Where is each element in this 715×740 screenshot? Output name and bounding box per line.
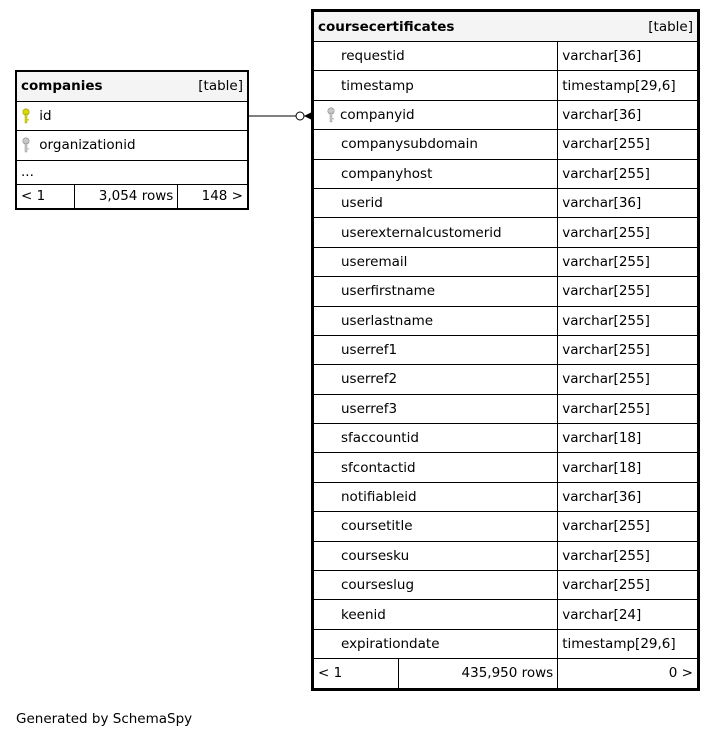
row-count: 3,054 rows (98, 188, 174, 204)
column-type: varchar[255] (562, 518, 650, 535)
column-name: userref2 (341, 371, 398, 388)
table-row[interactable] (17, 101, 248, 131)
column-type: varchar[255] (562, 312, 650, 329)
column-name: expirationdate (341, 636, 440, 652)
table-header (314, 12, 698, 42)
column-type: varchar[255] (562, 283, 650, 300)
column-type: varchar[255] (562, 400, 650, 417)
table-row[interactable] (314, 571, 698, 600)
table-row[interactable] (314, 629, 698, 658)
table-footer (314, 659, 698, 688)
column-name: notifiableid (341, 489, 417, 506)
column-type: timestamp[29,6] (562, 77, 676, 94)
column-name: companysubdomain (341, 136, 478, 153)
column-name: timestamp (341, 77, 414, 94)
column-type: varchar[255] (562, 371, 650, 388)
table-row[interactable] (314, 130, 698, 159)
table-row[interactable] (314, 600, 698, 629)
table-row[interactable] (314, 277, 698, 306)
parent-count: < 1 (21, 188, 46, 204)
column-type: varchar[36] (562, 106, 642, 123)
column-name: useremail (341, 253, 408, 270)
column-name: userexternalcustomerid (341, 224, 502, 241)
table-footer (17, 184, 248, 208)
table-row[interactable] (314, 218, 698, 247)
column-type: varchar[36] (562, 489, 642, 506)
column-type: varchar[255] (562, 165, 650, 182)
table-row[interactable] (314, 159, 698, 188)
primary-key-icon (21, 108, 35, 124)
column-type: varchar[18] (562, 459, 642, 476)
column-type: varchar[255] (562, 577, 650, 594)
column-type: varchar[255] (562, 342, 650, 359)
column-name: companyhost (341, 165, 433, 182)
foreign-key-icon (326, 107, 340, 123)
column-type: varchar[255] (562, 136, 650, 153)
table-row[interactable] (314, 482, 698, 511)
table-row[interactable] (314, 394, 698, 423)
column-type: varchar[36] (562, 48, 642, 65)
table-row[interactable] (314, 247, 698, 276)
coursecertificates-table[interactable] (313, 11, 698, 689)
column-type: varchar[255] (562, 253, 650, 270)
column-name: requestid (341, 48, 405, 65)
column-name: organizationid (39, 137, 136, 154)
zero-cardinality-icon (296, 112, 304, 120)
column-name: userlastname (341, 312, 434, 329)
column-type: varchar[18] (562, 430, 642, 447)
column-name: keenid (341, 606, 386, 623)
table-name: companies (21, 78, 103, 95)
table-row[interactable] (314, 71, 698, 100)
row-count: 435,950 rows (461, 665, 554, 682)
column-name: companyid (340, 106, 415, 123)
column-type: varchar[255] (562, 224, 650, 241)
column-name: courseslug (341, 577, 415, 594)
table-type: [table] (648, 18, 693, 35)
table-row[interactable] (314, 306, 698, 335)
column-name: sfaccountid (341, 430, 419, 447)
column-type: varchar[24] (562, 606, 642, 623)
more-columns-row (17, 160, 248, 184)
table-header (17, 72, 248, 102)
column-name: userfirstname (341, 283, 436, 300)
child-count: 148 > (201, 188, 243, 204)
column-name: coursetitle (341, 518, 413, 535)
column-type: timestamp[29,6] (562, 636, 676, 652)
column-name: id (39, 107, 52, 124)
column-type: varchar[255] (562, 547, 650, 564)
column-name: coursesku (341, 547, 410, 564)
table-row[interactable] (17, 131, 248, 161)
table-row[interactable] (314, 335, 698, 364)
generated-by-text: Generated by SchemaSpy (16, 711, 193, 727)
table-row[interactable] (314, 512, 698, 541)
table-row[interactable] (314, 42, 698, 71)
table-type: [table] (198, 78, 243, 95)
ellipsis-text: ... (21, 164, 34, 180)
parent-count: < 1 (318, 665, 343, 682)
foreign-key-icon (21, 137, 35, 153)
column-name: userref3 (341, 400, 398, 417)
table-row[interactable] (314, 188, 698, 217)
table-row[interactable] (314, 365, 698, 394)
column-name: sfcontactid (341, 459, 416, 476)
table-row[interactable] (314, 100, 698, 129)
column-name: userref1 (341, 342, 398, 359)
table-row[interactable] (314, 541, 698, 570)
table-row[interactable] (314, 424, 698, 453)
column-type: varchar[36] (562, 195, 642, 212)
column-name: userid (341, 195, 383, 212)
companies-table[interactable] (16, 71, 248, 209)
child-count: 0 > (668, 665, 693, 682)
table-row[interactable] (314, 453, 698, 482)
table-name: coursecertificates (318, 18, 455, 35)
